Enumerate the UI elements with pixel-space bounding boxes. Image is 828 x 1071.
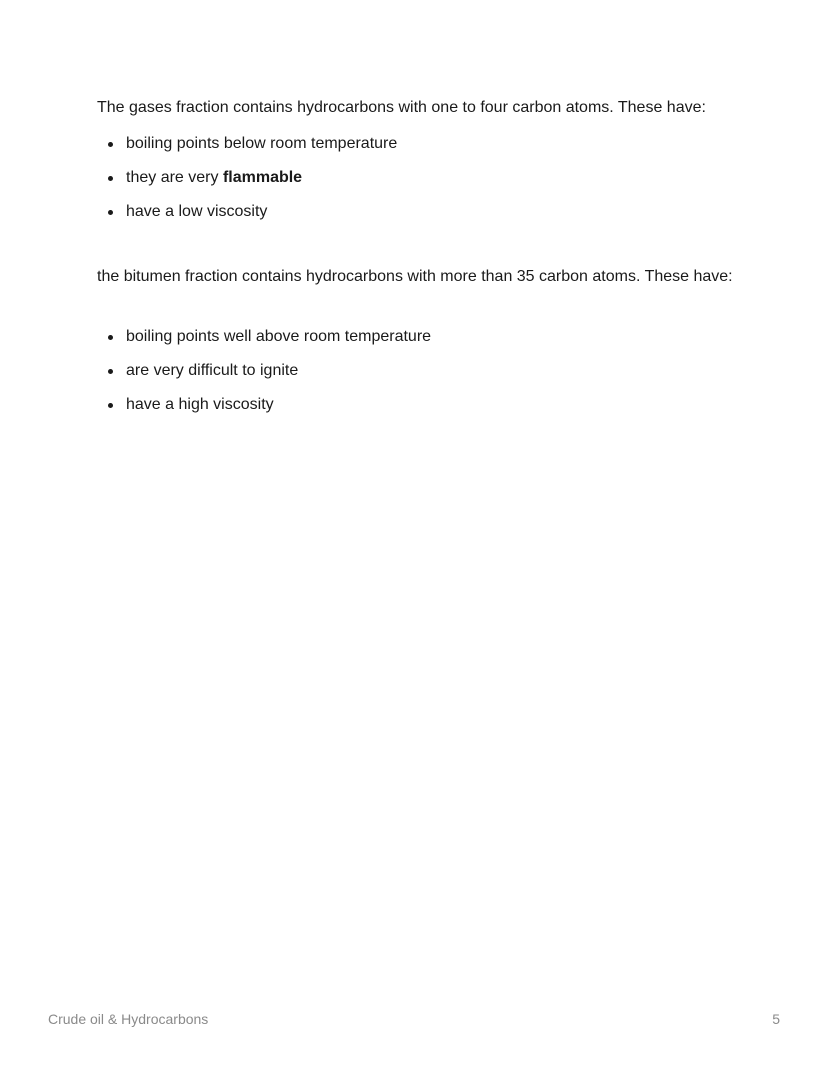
emphasis-text: flammable [222,169,303,186]
list-item-text: boiling points below room temperature [126,135,398,152]
bullet-icon [108,142,113,147]
gases-properties-list [97,132,397,234]
list-item-text: boiling points well above room temperature [126,328,432,345]
gases-fraction-paragraph: The gases fraction contains hydrocarbons with one to four carbon atoms. These have: [97,99,706,116]
list-item-text: are very difficult to ignite [126,362,299,379]
list-item-text: have a high viscosity [126,396,274,413]
list-item-text: have a low viscosity [126,203,268,220]
bullet-icon [108,210,113,215]
bullet-icon [108,176,113,181]
list-item [97,166,397,200]
bullet-icon [108,369,113,374]
bitumen-properties-list [97,325,431,427]
bitumen-fraction-paragraph: the bitumen fraction contains hydrocarbons with more than 35 carbon atoms. These have: [97,268,733,285]
page-number: 5 [772,1011,780,1027]
bullet-icon [108,335,113,340]
bullet-icon [108,403,113,408]
footer-document-title: Crude oil & Hydrocarbons [48,1011,209,1027]
list-item [97,132,397,166]
list-item-text: they are very [126,169,223,186]
list-item [97,325,431,359]
list-item [97,359,431,393]
list-item [97,200,397,234]
list-item [97,393,431,427]
